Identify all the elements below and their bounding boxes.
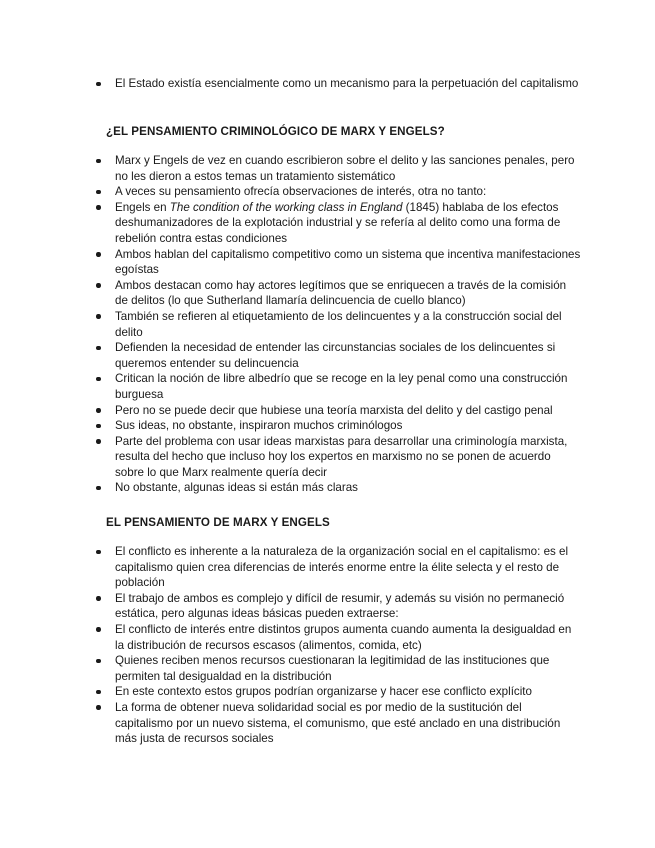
- list-item: [96, 200, 582, 247]
- list-item: Critican la noción de libre albedrío que se recoge en la ley penal como una construcción burguesa: [96, 371, 582, 402]
- list-item: El trabajo de ambos es complejo y difícil de resumir, y además su visión no permaneció estática, pero algunas ideas básicas pueden extraerse:: [96, 591, 582, 622]
- list-item: El conflicto es inherente a la naturaleza de la organización social en el capitalismo: es el capitalismo quien crea diferencias de interés enorme entre la élite selecta y el resto de población: [96, 544, 582, 591]
- list-item: Parte del problema con usar ideas marxistas para desarrollar una criminología marxista, resulta del hecho que incluso hoy los expertos en marxismo no se ponen de acuerdo sobre lo que Marx realmente quería decir: [96, 434, 582, 481]
- list-item-text-pre: Engels en: [115, 200, 170, 214]
- list-item: En este contexto estos grupos podrían organizarse y hacer ese conflicto explícito: [96, 684, 582, 700]
- book-title: The condition of the working class in England: [169, 200, 403, 214]
- list-item: También se refieren al etiquetamiento de los delincuentes y a la construcción social del delito: [96, 309, 582, 340]
- list-item: Defienden la necesidad de entender las circunstancias sociales de los delincuentes si queremos entender su delincuencia: [96, 340, 582, 371]
- list-item-text-post: (1845) hablaba de los efectos deshumanizadores de la explotación industrial y se refería al delito como una forma de rebelión contra estas condiciones: [115, 200, 561, 245]
- bullet-list-criminological-thought: [96, 153, 582, 496]
- list-item: El Estado existía esencialmente como un mecanismo para la perpetuación del capitalismo: [96, 76, 582, 92]
- section-heading-criminological-thought: ¿EL PENSAMIENTO CRIMINOLÓGICO DE MARX Y ENGELS?: [106, 125, 445, 138]
- list-item: El conflicto de interés entre distintos grupos aumenta cuando aumenta la desigualdad en la distribución de recursos escasos (alimentos, comida, etc): [96, 622, 582, 653]
- section-heading-marx-engels-thought: EL PENSAMIENTO DE MARX Y ENGELS: [106, 516, 330, 529]
- list-item: La forma de obtener nueva solidaridad social es por medio de la sustitución del capitalismo por un nuevo sistema, el comunismo, que esté anclado en una distribución más justa de recursos sociales: [96, 700, 582, 747]
- list-item: Pero no se puede decir que hubiese una teoría marxista del delito y del castigo penal: [96, 403, 582, 419]
- list-item: Quienes reciben menos recursos cuestionaran la legitimidad de las instituciones que permiten tal desigualdad en la distribución: [96, 653, 582, 684]
- list-item: Sus ideas, no obstante, inspiraron muchos criminólogos: [96, 418, 582, 434]
- list-item: No obstante, algunas ideas si están más claras: [96, 480, 582, 496]
- list-item: A veces su pensamiento ofrecía observaciones de interés, otra no tanto:: [96, 184, 582, 200]
- list-item: Ambos hablan del capitalismo competitivo como un sistema que incentiva manifestaciones egoístas: [96, 247, 582, 278]
- list-item: Ambos destacan como hay actores legítimos que se enriquecen a través de la comisión de delitos (lo que Sutherland llamaría delincuencia de cuello blanco): [96, 278, 582, 309]
- bullet-list-intro: [96, 76, 582, 92]
- bullet-list-marx-engels-thought: [96, 544, 582, 747]
- list-item: Marx y Engels de vez en cuando escribieron sobre el delito y las sanciones penales, pero no les dieron a estos temas un tratamiento sistemático: [96, 153, 582, 184]
